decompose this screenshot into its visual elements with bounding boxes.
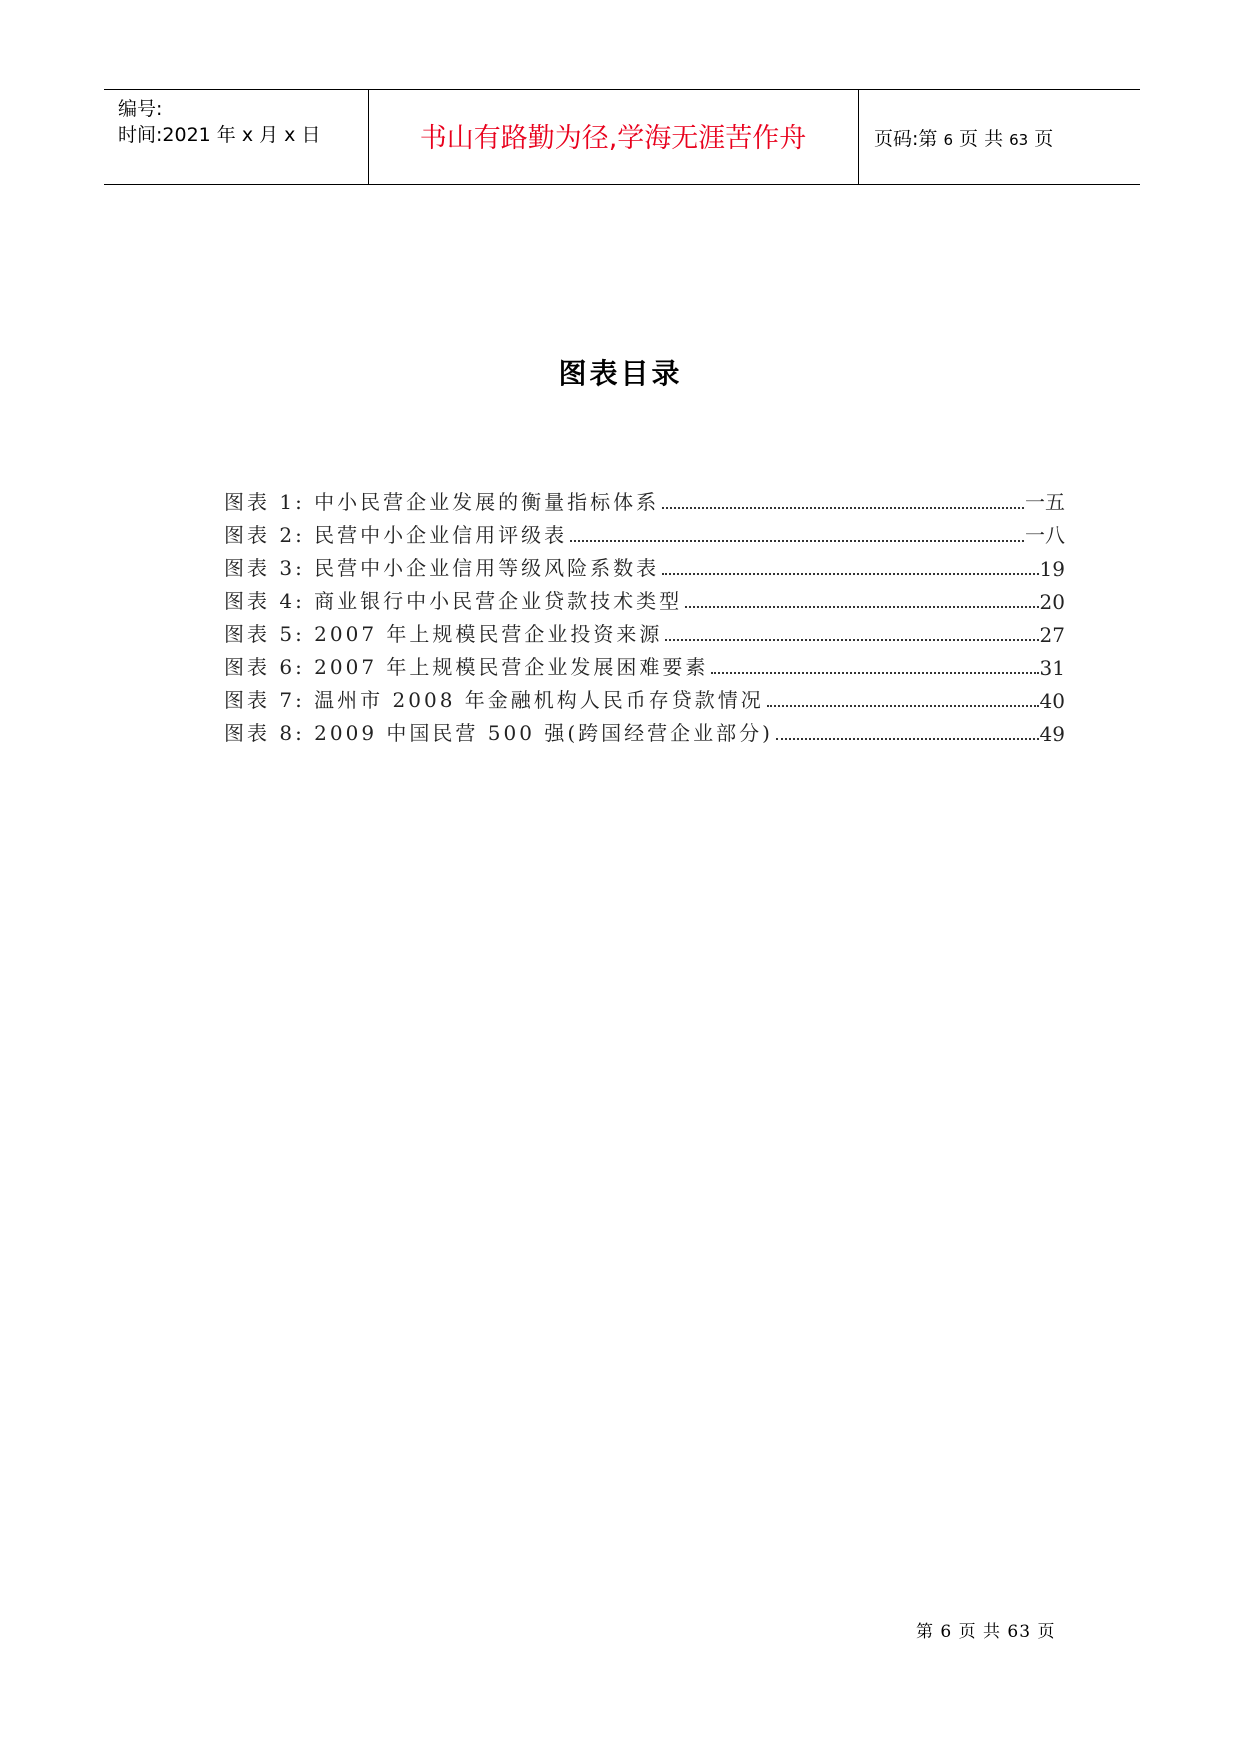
pager-current-page: 6 xyxy=(943,131,953,149)
toc-leader-dots xyxy=(570,539,1024,542)
toc-leader-dots xyxy=(662,572,1038,575)
pager-suffix: 页 xyxy=(1028,128,1054,150)
toc-entry-label: 图表 6: 2007 年上规模民营企业发展困难要素 xyxy=(224,655,709,679)
toc-entry-page: 19 xyxy=(1039,557,1065,581)
toc-entry-label: 图表 8: 2009 中国民营 500 强(跨国经营企业部分) xyxy=(224,721,773,745)
toc-leader-dots xyxy=(776,737,1039,740)
toc-entry-label: 图表 7: 温州市 2008 年金融机构人民币存贷款情况 xyxy=(224,688,764,712)
toc-leader-dots xyxy=(685,605,1038,608)
header-motto-cell xyxy=(368,90,859,184)
toc-entry-label: 图表 5: 2007 年上规模民营企业投资来源 xyxy=(224,622,663,646)
page-title: 图表目录 xyxy=(558,357,683,390)
pager-total-pages: 63 xyxy=(1009,131,1029,149)
toc-entry-page: 49 xyxy=(1039,722,1065,746)
toc-entry[interactable] xyxy=(224,713,1065,746)
page-footer: 第 6 页 共 63 页 xyxy=(916,1622,1056,1642)
toc-entry[interactable] xyxy=(224,581,1065,614)
table-of-figures xyxy=(224,482,1065,746)
page-header xyxy=(104,89,1140,185)
toc-entry-page: 40 xyxy=(1039,689,1065,713)
toc-entry[interactable] xyxy=(224,647,1065,680)
pager-prefix: 页码:第 xyxy=(874,128,944,150)
header-page-indicator xyxy=(874,124,1053,151)
toc-entry-page: 20 xyxy=(1039,590,1065,614)
toc-entry-label: 图表 2: 民营中小企业信用评级表 xyxy=(224,523,568,547)
toc-leader-dots xyxy=(662,506,1024,509)
toc-entry-page: 一五 xyxy=(1025,490,1065,514)
toc-entry[interactable] xyxy=(224,482,1065,515)
toc-entry-label: 图表 4: 商业银行中小民营企业贷款技术类型 xyxy=(224,589,683,613)
document-date: 时间:2021 年 x 月 x 日 xyxy=(118,124,321,146)
toc-leader-dots xyxy=(665,638,1038,641)
toc-entry-label: 图表 1: 中小民营企业发展的衡量指标体系 xyxy=(224,490,660,514)
header-pager-cell xyxy=(860,90,1140,184)
pager-middle: 页 共 xyxy=(953,128,1010,150)
toc-entry[interactable] xyxy=(224,680,1065,713)
header-info-cell xyxy=(104,90,369,184)
toc-entry-page: 27 xyxy=(1039,623,1065,647)
toc-entry[interactable] xyxy=(224,614,1065,647)
toc-leader-dots xyxy=(767,704,1039,707)
toc-leader-dots xyxy=(711,671,1038,674)
document-number-label: 编号: xyxy=(118,98,163,120)
toc-entry[interactable] xyxy=(224,515,1065,548)
header-motto: 书山有路勤为径,学海无涯苦作舟 xyxy=(419,123,807,154)
toc-entry-page: 31 xyxy=(1039,656,1065,680)
toc-entry-label: 图表 3: 民营中小企业信用等级风险系数表 xyxy=(224,556,660,580)
toc-entry-page: 一八 xyxy=(1025,523,1065,547)
toc-entry[interactable] xyxy=(224,548,1065,581)
